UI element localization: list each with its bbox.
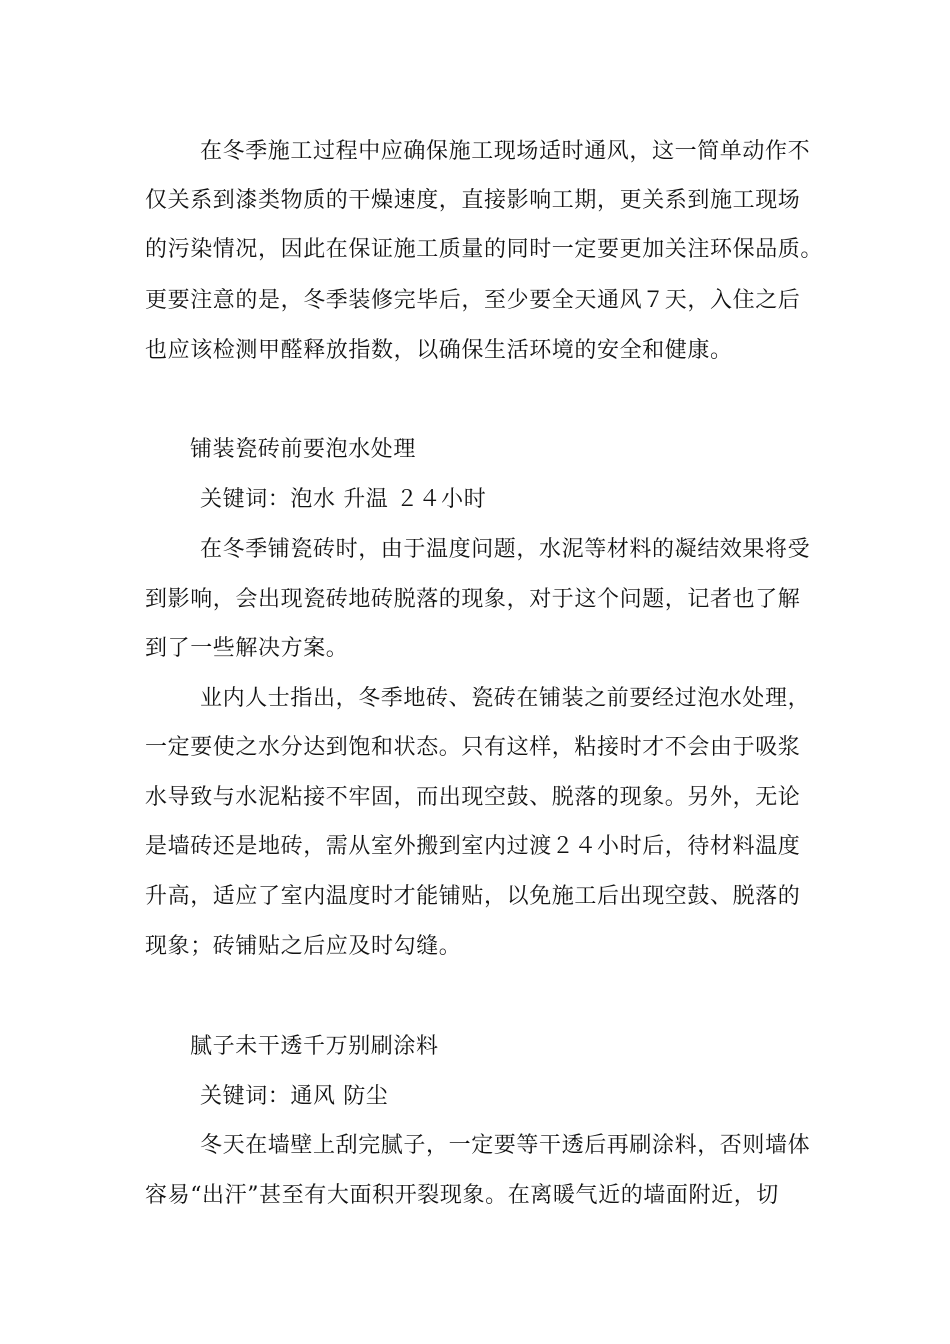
section-2-paragraph-a-line-1: 冬天在墙壁上刮完腻子，一定要等干透后再刷涂料，否则墙体 [200,1133,811,1158]
section-1-heading: 铺装瓷砖前要泡水处理 [190,437,417,462]
section-1-paragraph-b-line-5: 升高，适应了室内温度时才能铺贴，以免施工后出现空鼓、脱落的 [145,884,801,909]
section-1-paragraph-b-line-1: 业内人士指出，冬季地砖、瓷砖在铺装之前要经过泡水处理， [200,686,811,711]
paragraph-1-line-4: 更要注意的是，冬季装修完毕后，至少要全天通风７天，入住之后 [145,288,801,313]
paragraph-1-line-5: 也应该检测甲醛释放指数，以确保生活环境的安全和健康。 [145,338,733,363]
section-2-heading: 腻子未干透千万别刷涂料 [190,1034,439,1059]
section-1-paragraph-a-line-1: 在冬季铺瓷砖时，由于温度问题，水泥等材料的凝结效果将受 [200,537,811,562]
section-1-paragraph-b-line-6: 现象；砖铺贴之后应及时勾缝。 [145,934,462,959]
paragraph-1-line-1: 在冬季施工过程中应确保施工现场适时通风，这一简单动作不 [200,139,811,164]
section-1-keywords: 关键词：泡水 升温 ２４小时 [200,487,487,512]
section-1-paragraph-a-line-2: 到影响，会出现瓷砖地砖脱落的现象，对于这个问题，记者也了解 [145,587,801,612]
paragraph-1-line-3: 的污染情况，因此在保证施工质量的同时一定要更加关注环保品质。 [145,237,824,262]
paragraph-1-line-2: 仅关系到漆类物质的干燥速度，直接影响工期，更关系到施工现场 [145,188,801,213]
section-1-paragraph-a-line-3: 到了一些解决方案。 [145,636,349,661]
section-1-paragraph-b-line-2: 一定要使之水分达到饱和状态。只有这样，粘接时才不会由于吸浆 [145,735,801,760]
section-2-keywords: 关键词：通风 防尘 [200,1084,389,1109]
section-1-paragraph-b-line-4: 是墙砖还是地砖，需从室外搬到室内过渡２４小时后，待材料温度 [145,834,801,859]
section-1-paragraph-b-line-3: 水导致与水泥粘接不牢固，而出现空鼓、脱落的现象。另外，无论 [145,785,801,810]
section-2-paragraph-a-line-2: 容易“出汗”甚至有大面积开裂现象。在离暖气近的墙面附近，切 [145,1183,779,1208]
